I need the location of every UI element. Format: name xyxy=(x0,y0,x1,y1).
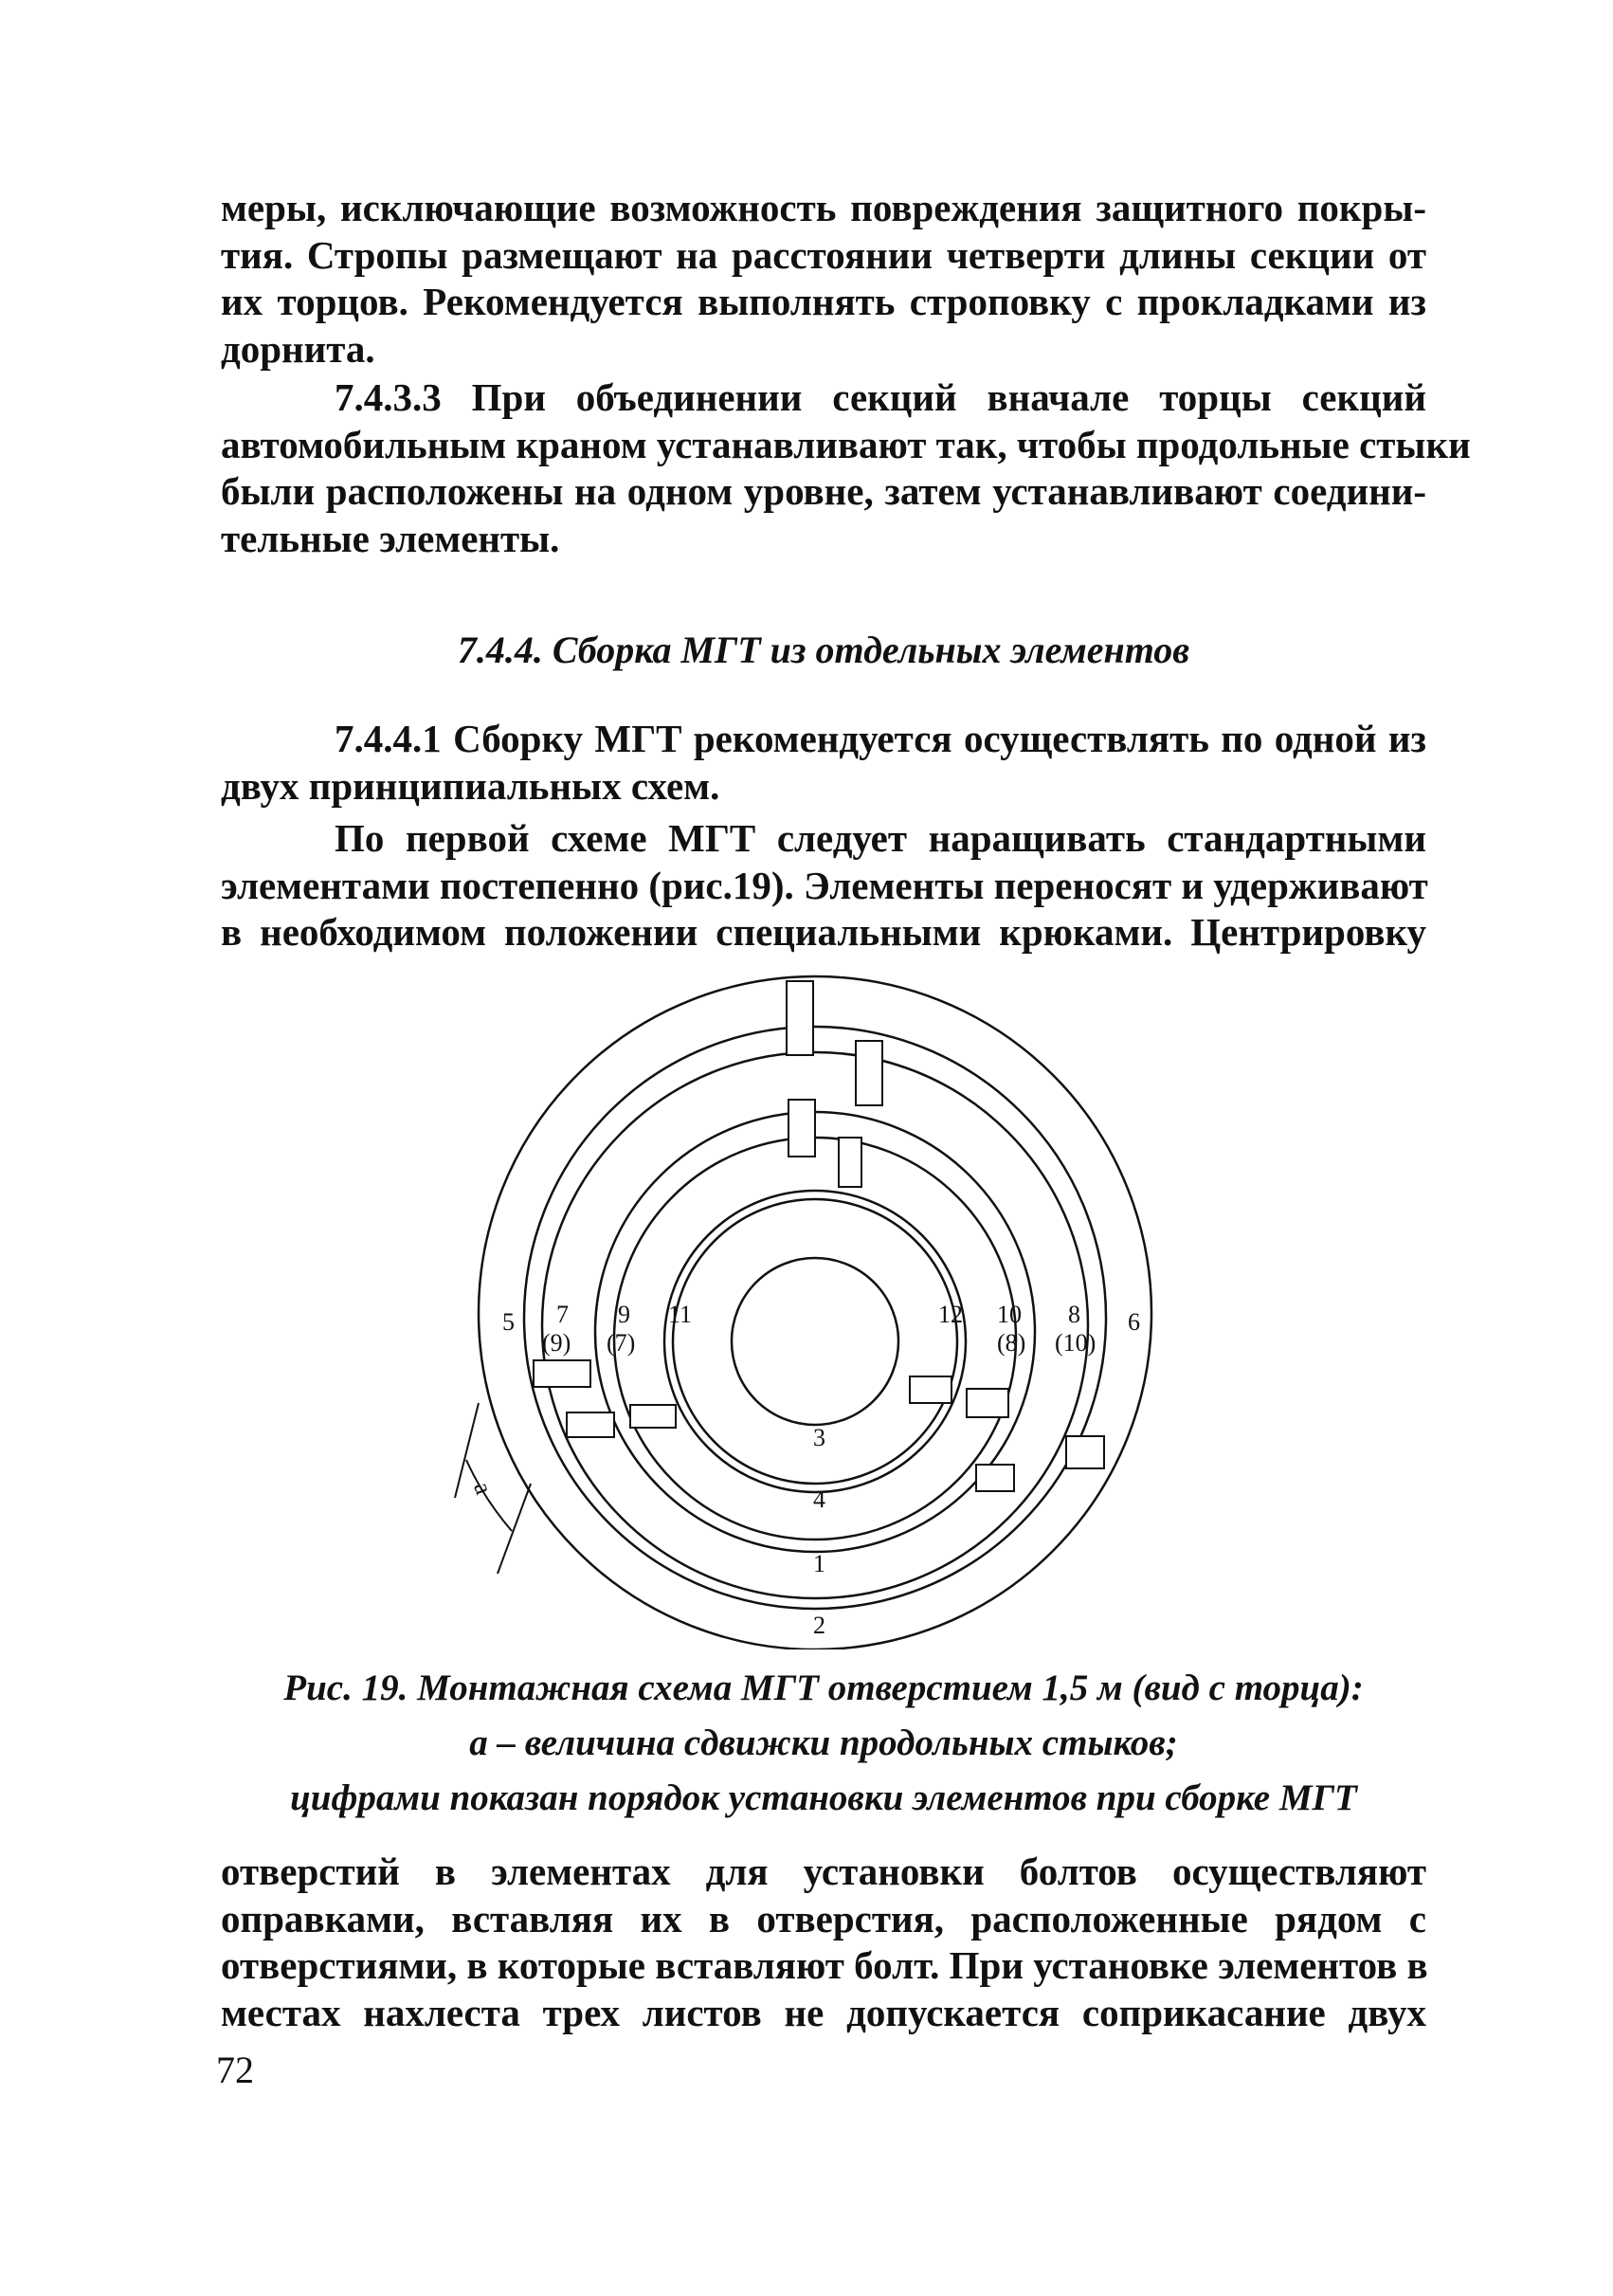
joint-plate xyxy=(976,1465,1014,1491)
label-10-alt: (8) xyxy=(997,1329,1026,1357)
joint-plate xyxy=(856,1041,882,1105)
label-3: 3 xyxy=(813,1424,825,1451)
label-10: 10 xyxy=(997,1301,1022,1328)
paragraph-1 xyxy=(221,185,1426,373)
ring-core xyxy=(732,1258,898,1425)
text-line: дорнита. xyxy=(221,326,375,371)
text-line: По первой схеме МГТ следует наращивать стандартными xyxy=(335,816,1426,860)
label-a: а xyxy=(468,1478,498,1499)
paragraph-2 xyxy=(221,374,1471,562)
label-9: 9 xyxy=(618,1301,630,1328)
text-line: отверстий в элементах для установки болтов осуществляют xyxy=(221,1850,1426,1893)
label-6: 6 xyxy=(1128,1308,1140,1336)
label-5: 5 xyxy=(502,1308,515,1336)
joint-plate xyxy=(788,1100,815,1157)
joint-plate xyxy=(534,1360,590,1387)
label-7: 7 xyxy=(556,1301,569,1328)
text-line: оправками, вставляя их в отверстия, расположенные рядом с xyxy=(221,1896,1426,1941)
caption-line: а – величина сдвижки продольных стыков; xyxy=(469,1722,1178,1763)
assembly-diagram xyxy=(0,967,1613,1649)
text-line: в необходимом положении специальными крюками. Центрировку xyxy=(221,910,1426,954)
label-7-alt: (9) xyxy=(542,1329,571,1357)
text-line: тия. Стропы размещают на расстоянии четверти длины секции от xyxy=(221,232,1426,277)
text-line: тельные элементы. xyxy=(221,516,560,560)
section-heading: 7.4.4. Сборка МГТ из отдельных элементов xyxy=(457,629,1190,671)
text-line: отверстиями, в которые вставляют болт. При установке элементов в xyxy=(221,1943,1428,1987)
joint-plate xyxy=(967,1389,1008,1417)
joint-plate xyxy=(630,1405,676,1428)
page-number: 72 xyxy=(216,2049,254,2091)
label-8: 8 xyxy=(1068,1301,1080,1328)
joint-plate xyxy=(787,981,813,1055)
text-line: 7.4.3.3 При объединении секций вначале торцы секций xyxy=(335,375,1426,419)
label-9-alt: (7) xyxy=(607,1329,636,1357)
paragraph-5 xyxy=(221,1849,1426,2036)
text-line: двух принципиальных схем. xyxy=(221,763,720,808)
dimension-line xyxy=(498,1484,531,1574)
text-line: меры, исключающие возможность повреждения защитного покры- xyxy=(221,186,1426,229)
label-2: 2 xyxy=(813,1612,825,1639)
label-11: 11 xyxy=(668,1301,693,1328)
paragraph-3 xyxy=(221,716,1426,810)
joint-plate xyxy=(567,1412,614,1437)
text-line: местах нахлеста трех листов не допускается соприкасание двух xyxy=(221,1990,1426,2034)
ring-outer-edge xyxy=(479,976,1151,1649)
text-line: 7.4.4.1 Сборку МГТ рекомендуется осуществлять по одной из xyxy=(335,717,1426,760)
text-line: элементами постепенно (рис.19). Элементы переносят и удерживают xyxy=(221,863,1428,907)
caption-line: цифрами показан порядок установки элементов при сборке МГТ xyxy=(290,1777,1357,1818)
joint-plate xyxy=(910,1376,951,1403)
text-line: их торцов. Рекомендуется выполнять строповку с прокладками из xyxy=(221,280,1426,323)
joint-plate xyxy=(1066,1436,1104,1468)
figure-caption xyxy=(221,1661,1426,1826)
caption-line: Рис. 19. Монтажная схема МГТ отверстием 1,5 м (вид с торца): xyxy=(283,1667,1364,1708)
label-4: 4 xyxy=(813,1485,825,1513)
text-line: были расположены на одном уровне, затем устанавливают соедини- xyxy=(221,469,1426,513)
label-1: 1 xyxy=(813,1550,825,1577)
paragraph-4 xyxy=(221,815,1426,957)
label-12: 12 xyxy=(938,1301,963,1328)
text-line: автомобильным краном устанавливают так, чтобы продольные стыки xyxy=(221,422,1471,466)
dimension-line xyxy=(455,1403,479,1498)
ring-2-inner xyxy=(614,1138,1016,1540)
label-8-alt: (10) xyxy=(1055,1329,1096,1357)
joint-plate xyxy=(839,1138,861,1187)
